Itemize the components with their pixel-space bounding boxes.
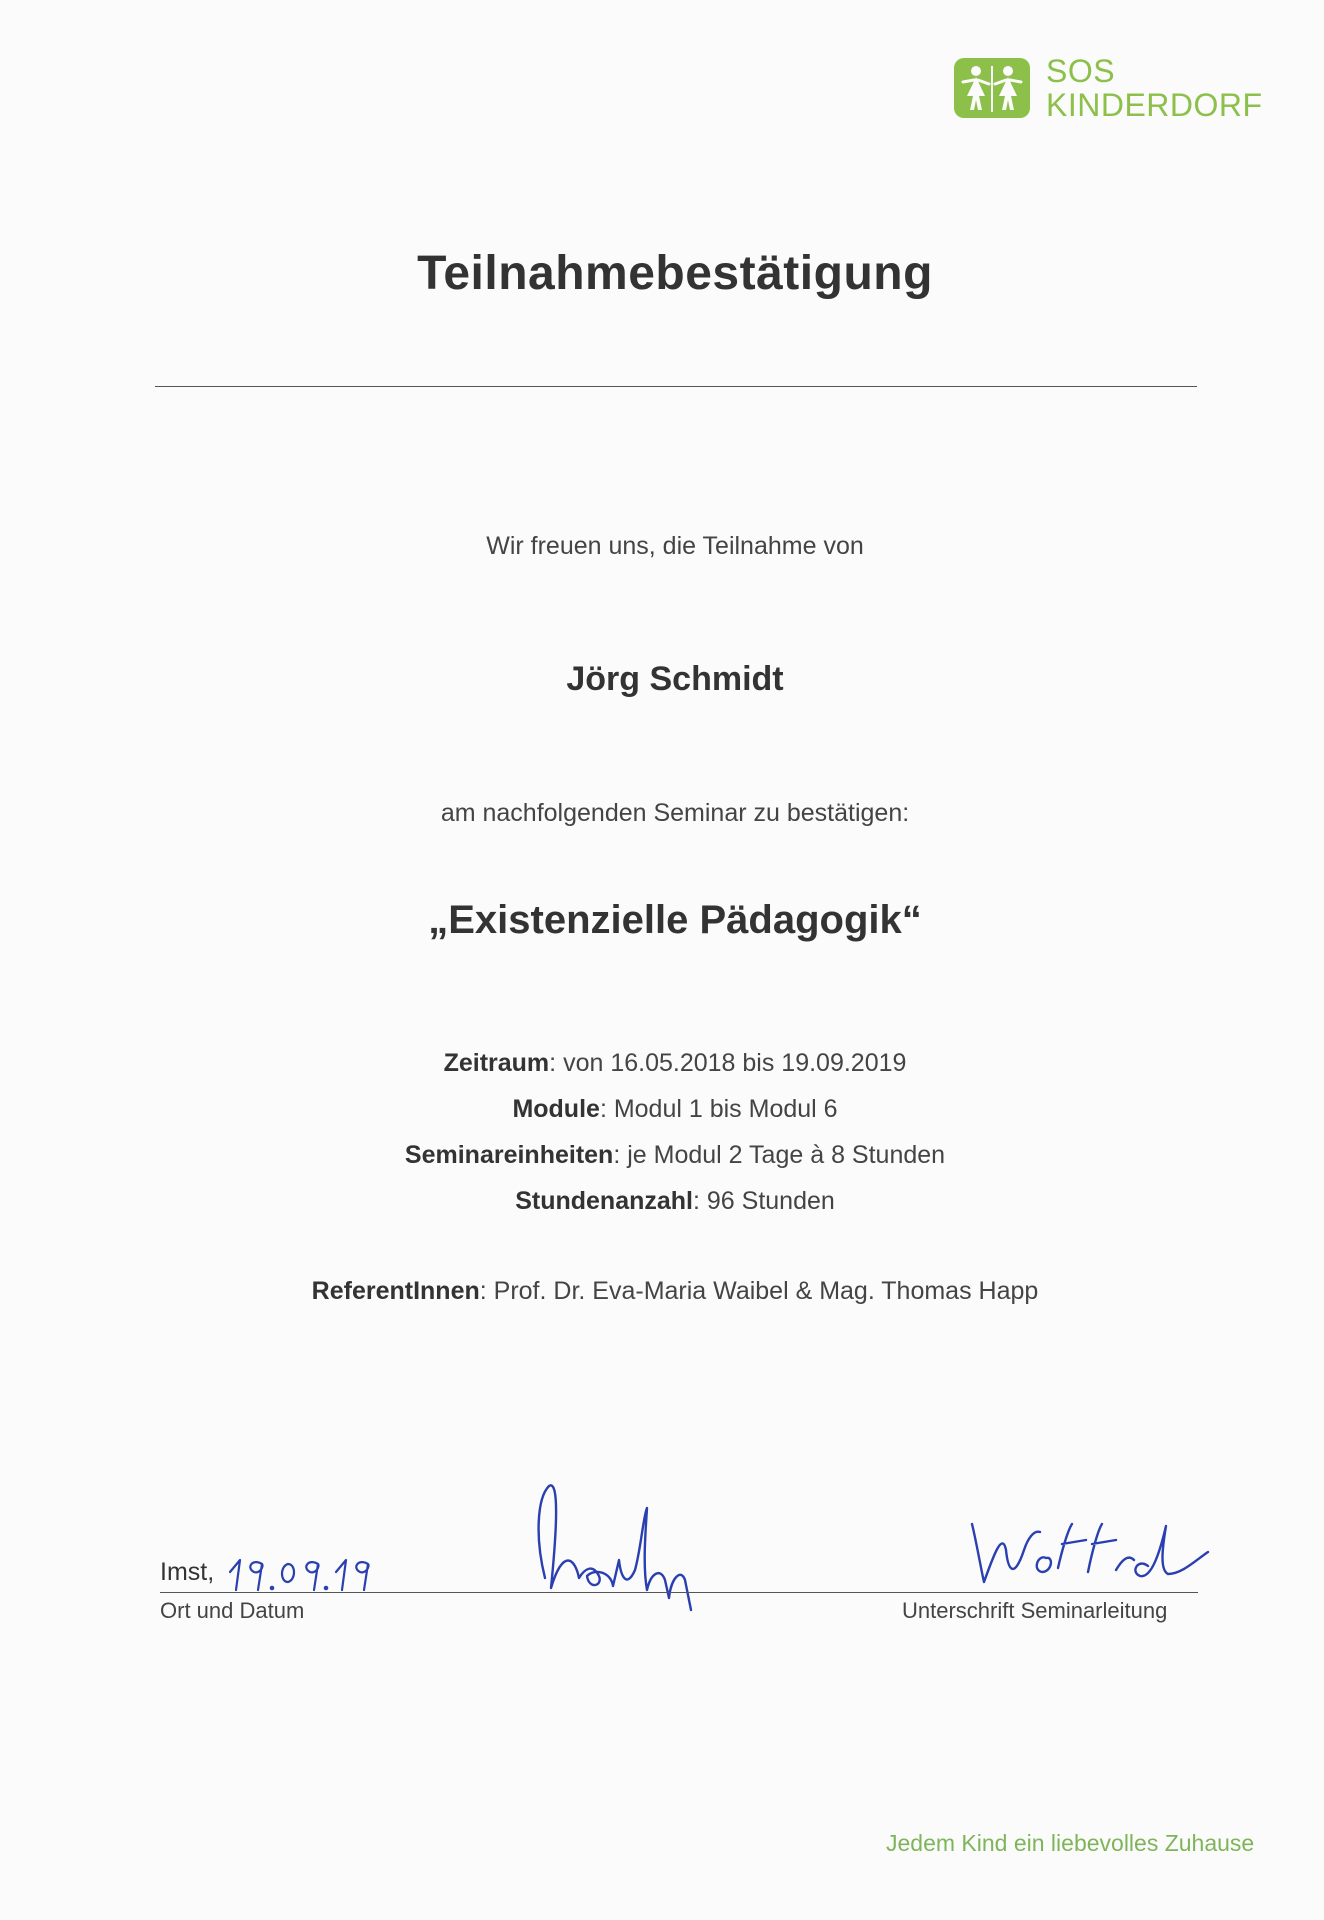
detail-value: : je Modul 2 Tage à 8 Stunden — [613, 1141, 946, 1169]
detail-row — [0, 1094, 1324, 1140]
detail-row — [0, 1140, 1324, 1186]
detail-value: : 96 Stunden — [693, 1187, 835, 1215]
detail-label: Module — [512, 1095, 600, 1123]
logo-line-1: SOS — [1046, 53, 1116, 89]
detail-row — [0, 1048, 1324, 1094]
seminar-title: „Existenzielle Pädagogik“ — [428, 898, 922, 942]
detail-value: : Modul 1 bis Modul 6 — [599, 1095, 838, 1123]
logo-wordmark — [1046, 54, 1263, 122]
detail-label: Zeitraum — [443, 1049, 550, 1077]
intro-text-2: am nachfolgenden Seminar zu bestätigen: — [440, 799, 910, 827]
referent-line — [0, 1277, 1324, 1306]
place-date-caption: Ort und Datum — [160, 1598, 305, 1623]
detail-row — [0, 1186, 1324, 1232]
referent-label: ReferentInnen — [311, 1277, 480, 1305]
footer-slogan: Jedem Kind ein liebevolles Zuhause — [886, 1830, 1255, 1856]
logo-line-2: KINDERDORF — [1046, 87, 1263, 123]
place-label: Imst, — [160, 1558, 215, 1586]
signature-caption: Unterschrift Seminarleitung — [902, 1598, 1168, 1623]
participant-name: Jörg Schmidt — [566, 660, 784, 698]
seminar-details — [0, 1048, 1324, 1232]
detail-label: Seminareinheiten — [404, 1141, 614, 1169]
detail-label: Stundenanzahl — [515, 1187, 693, 1215]
intro-text: Wir freuen uns, die Teilnahme von — [486, 532, 864, 560]
handwritten-date — [226, 1546, 376, 1594]
children-logo-icon — [954, 58, 1030, 118]
sos-kinderdorf-logo — [954, 54, 1263, 122]
signature-line — [160, 1592, 1198, 1593]
signature-seminar-lead — [962, 1510, 1212, 1600]
document-title: Teilnahmebestätigung — [417, 247, 933, 300]
referent-value: : Prof. Dr. Eva-Maria Waibel & Mag. Thomas Happ — [479, 1277, 1039, 1305]
title-divider — [155, 386, 1197, 387]
signature-participant — [515, 1478, 735, 1628]
detail-value: : von 16.05.2018 bis 19.09.2019 — [549, 1049, 907, 1077]
